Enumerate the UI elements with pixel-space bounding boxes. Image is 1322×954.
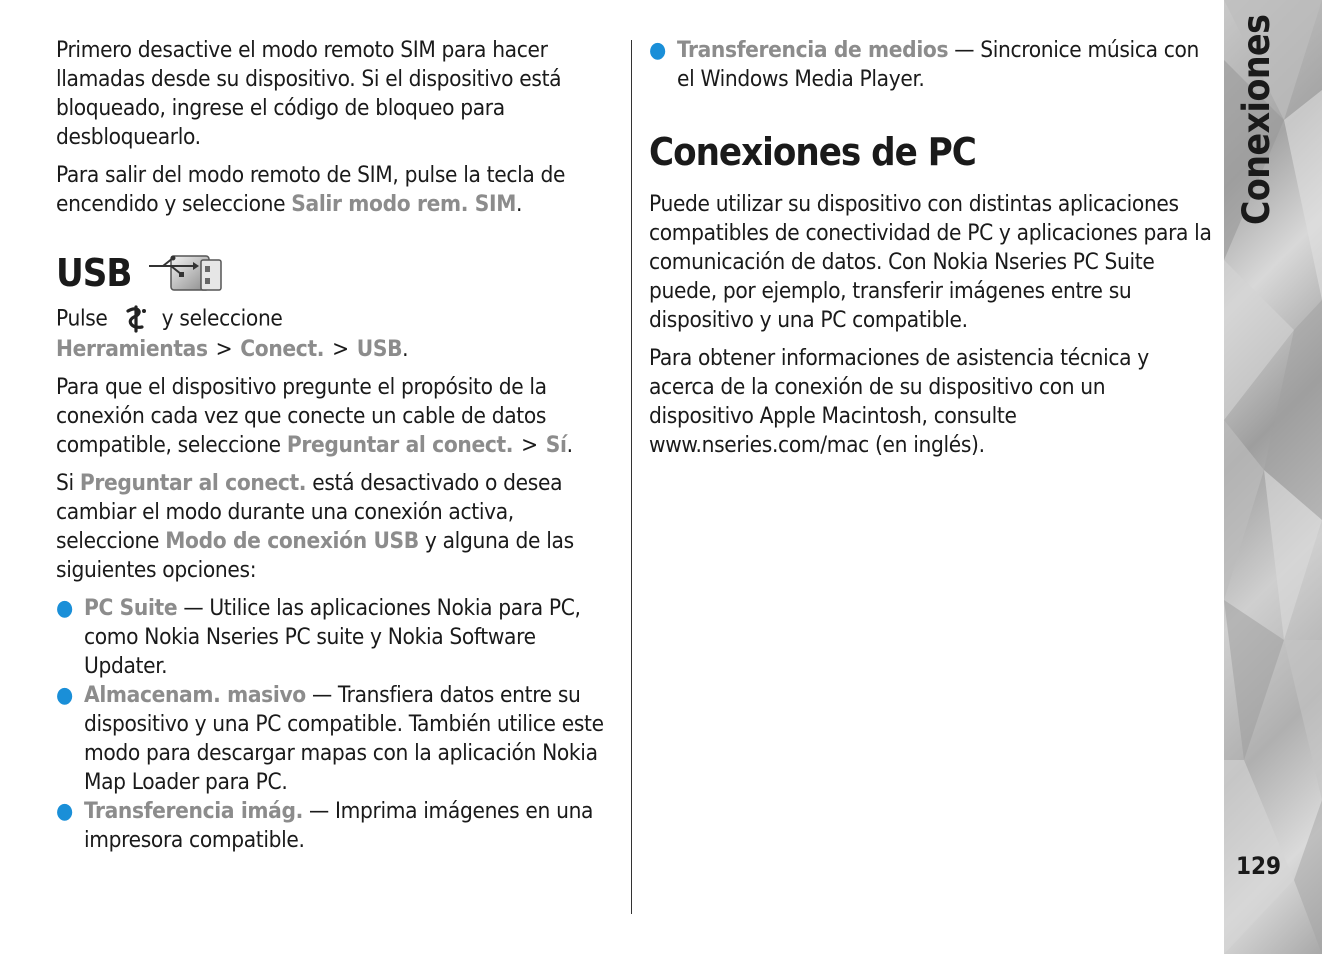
paragraph-text: y alguna de las siguientes opciones:	[56, 528, 574, 583]
option-description: — Sincronice música con el Windows Media Player.	[677, 37, 1200, 92]
option-description: — Transfiera datos entre su dispositivo y una PC compatible. También utilice este modo para descargar mapas con la aplicación Nokia Map Loader para PC.	[84, 682, 604, 795]
option-description: — Utilice las aplicaciones Nokia para PC, como Nokia Nseries PC suite y Nokia Software Updater.	[84, 595, 581, 679]
paragraph-pc-apps: Puede utilizar su dispositivo con distintas aplicaciones compatibles de conectividad de PC y aplicaciones para la comunicación de datos. Con Nokia Nseries PC Suite puede, por ejemplo, transferir imágenes entre su dispositivo y una PC compatible.	[649, 191, 1212, 333]
paragraph-text: Para salir del modo remoto de SIM, pulse la tecla de encendido y seleccione	[56, 162, 566, 217]
list-item	[56, 594, 621, 681]
paragraph-ask-on-connect	[56, 373, 621, 460]
column-divider	[631, 40, 632, 914]
section-title: Conexiones	[1235, 14, 1278, 225]
paragraph-usb-path	[56, 303, 621, 364]
paragraph-text: está desactivado o desea cambiar el modo durante una conexión activa, seleccione	[56, 470, 563, 554]
pc-connections-heading: Conexiones de PC	[649, 130, 976, 174]
paragraph-text: y seleccione	[155, 305, 283, 332]
option-term: Almacenam. masivo	[84, 682, 306, 708]
list-item	[649, 36, 1214, 94]
bullet-icon: ●	[649, 38, 666, 63]
option-term: Transferencia de medios	[677, 37, 949, 63]
punctuation: .	[566, 432, 573, 458]
bullet-icon: ●	[56, 683, 73, 708]
paragraph-text: Para que el dispositivo pregunte el propósito de la conexión cada vez que conecte un cable de datos compatible, seleccione	[56, 374, 547, 458]
list-item	[56, 797, 621, 855]
option-term: Transferencia imág.	[84, 798, 303, 824]
bullet-icon: ●	[56, 799, 73, 824]
menu-option-usb: USB	[356, 336, 403, 362]
menu-option-exit-remote-sim: Salir modo rem. SIM	[291, 191, 517, 217]
menu-option-connect: Conect.	[240, 336, 325, 362]
paragraph-connection-mode	[56, 469, 621, 585]
usb-options-list-continued	[649, 36, 1214, 94]
menu-option-tools: Herramientas	[56, 336, 208, 362]
usb-heading-text: USB	[56, 251, 132, 295]
menu-option-usb-connection-mode: Modo de conexión USB	[165, 528, 419, 554]
paragraph-text: Primero desactive el modo remoto SIM para hacer llamadas desde su dispositivo. Si el dispositivo está bloqueado, ingrese el código de bloqueo para desbloquearlo.	[56, 37, 562, 150]
usb-heading	[56, 249, 621, 297]
option-term: PC Suite	[84, 595, 178, 621]
usb-connector-icon	[145, 250, 225, 296]
path-separator: >	[215, 336, 233, 362]
menu-option-ask-on-connect: Preguntar al conect.	[79, 470, 307, 496]
page-number: 129	[1236, 852, 1282, 880]
paragraph-sim-remote	[56, 36, 621, 152]
path-separator: >	[521, 432, 538, 458]
usb-options-list	[56, 594, 621, 855]
paragraph-text: Pulse	[56, 305, 114, 332]
paragraph-mac-support: Para obtener informaciones de asistencia técnica y acerca de la conexión de su dispositivo con un dispositivo Apple Macintosh, consulte www.nseries.com/mac (en inglés).	[649, 345, 1149, 458]
bullet-icon: ●	[56, 596, 73, 621]
paragraph-text: Si	[56, 470, 80, 496]
menu-option-yes: Sí	[545, 432, 567, 458]
option-description: — Imprima imágenes en una impresora compatible.	[84, 798, 594, 853]
punctuation: .	[402, 336, 409, 362]
right-column	[649, 36, 1214, 469]
list-item	[56, 681, 621, 797]
punctuation: .	[516, 191, 523, 217]
path-separator: >	[332, 336, 349, 362]
menu-option-ask-on-connect: Preguntar al conect.	[286, 432, 514, 458]
left-column	[56, 36, 621, 855]
menu-key-icon	[120, 303, 150, 335]
paragraph-exit-sim	[56, 161, 621, 219]
